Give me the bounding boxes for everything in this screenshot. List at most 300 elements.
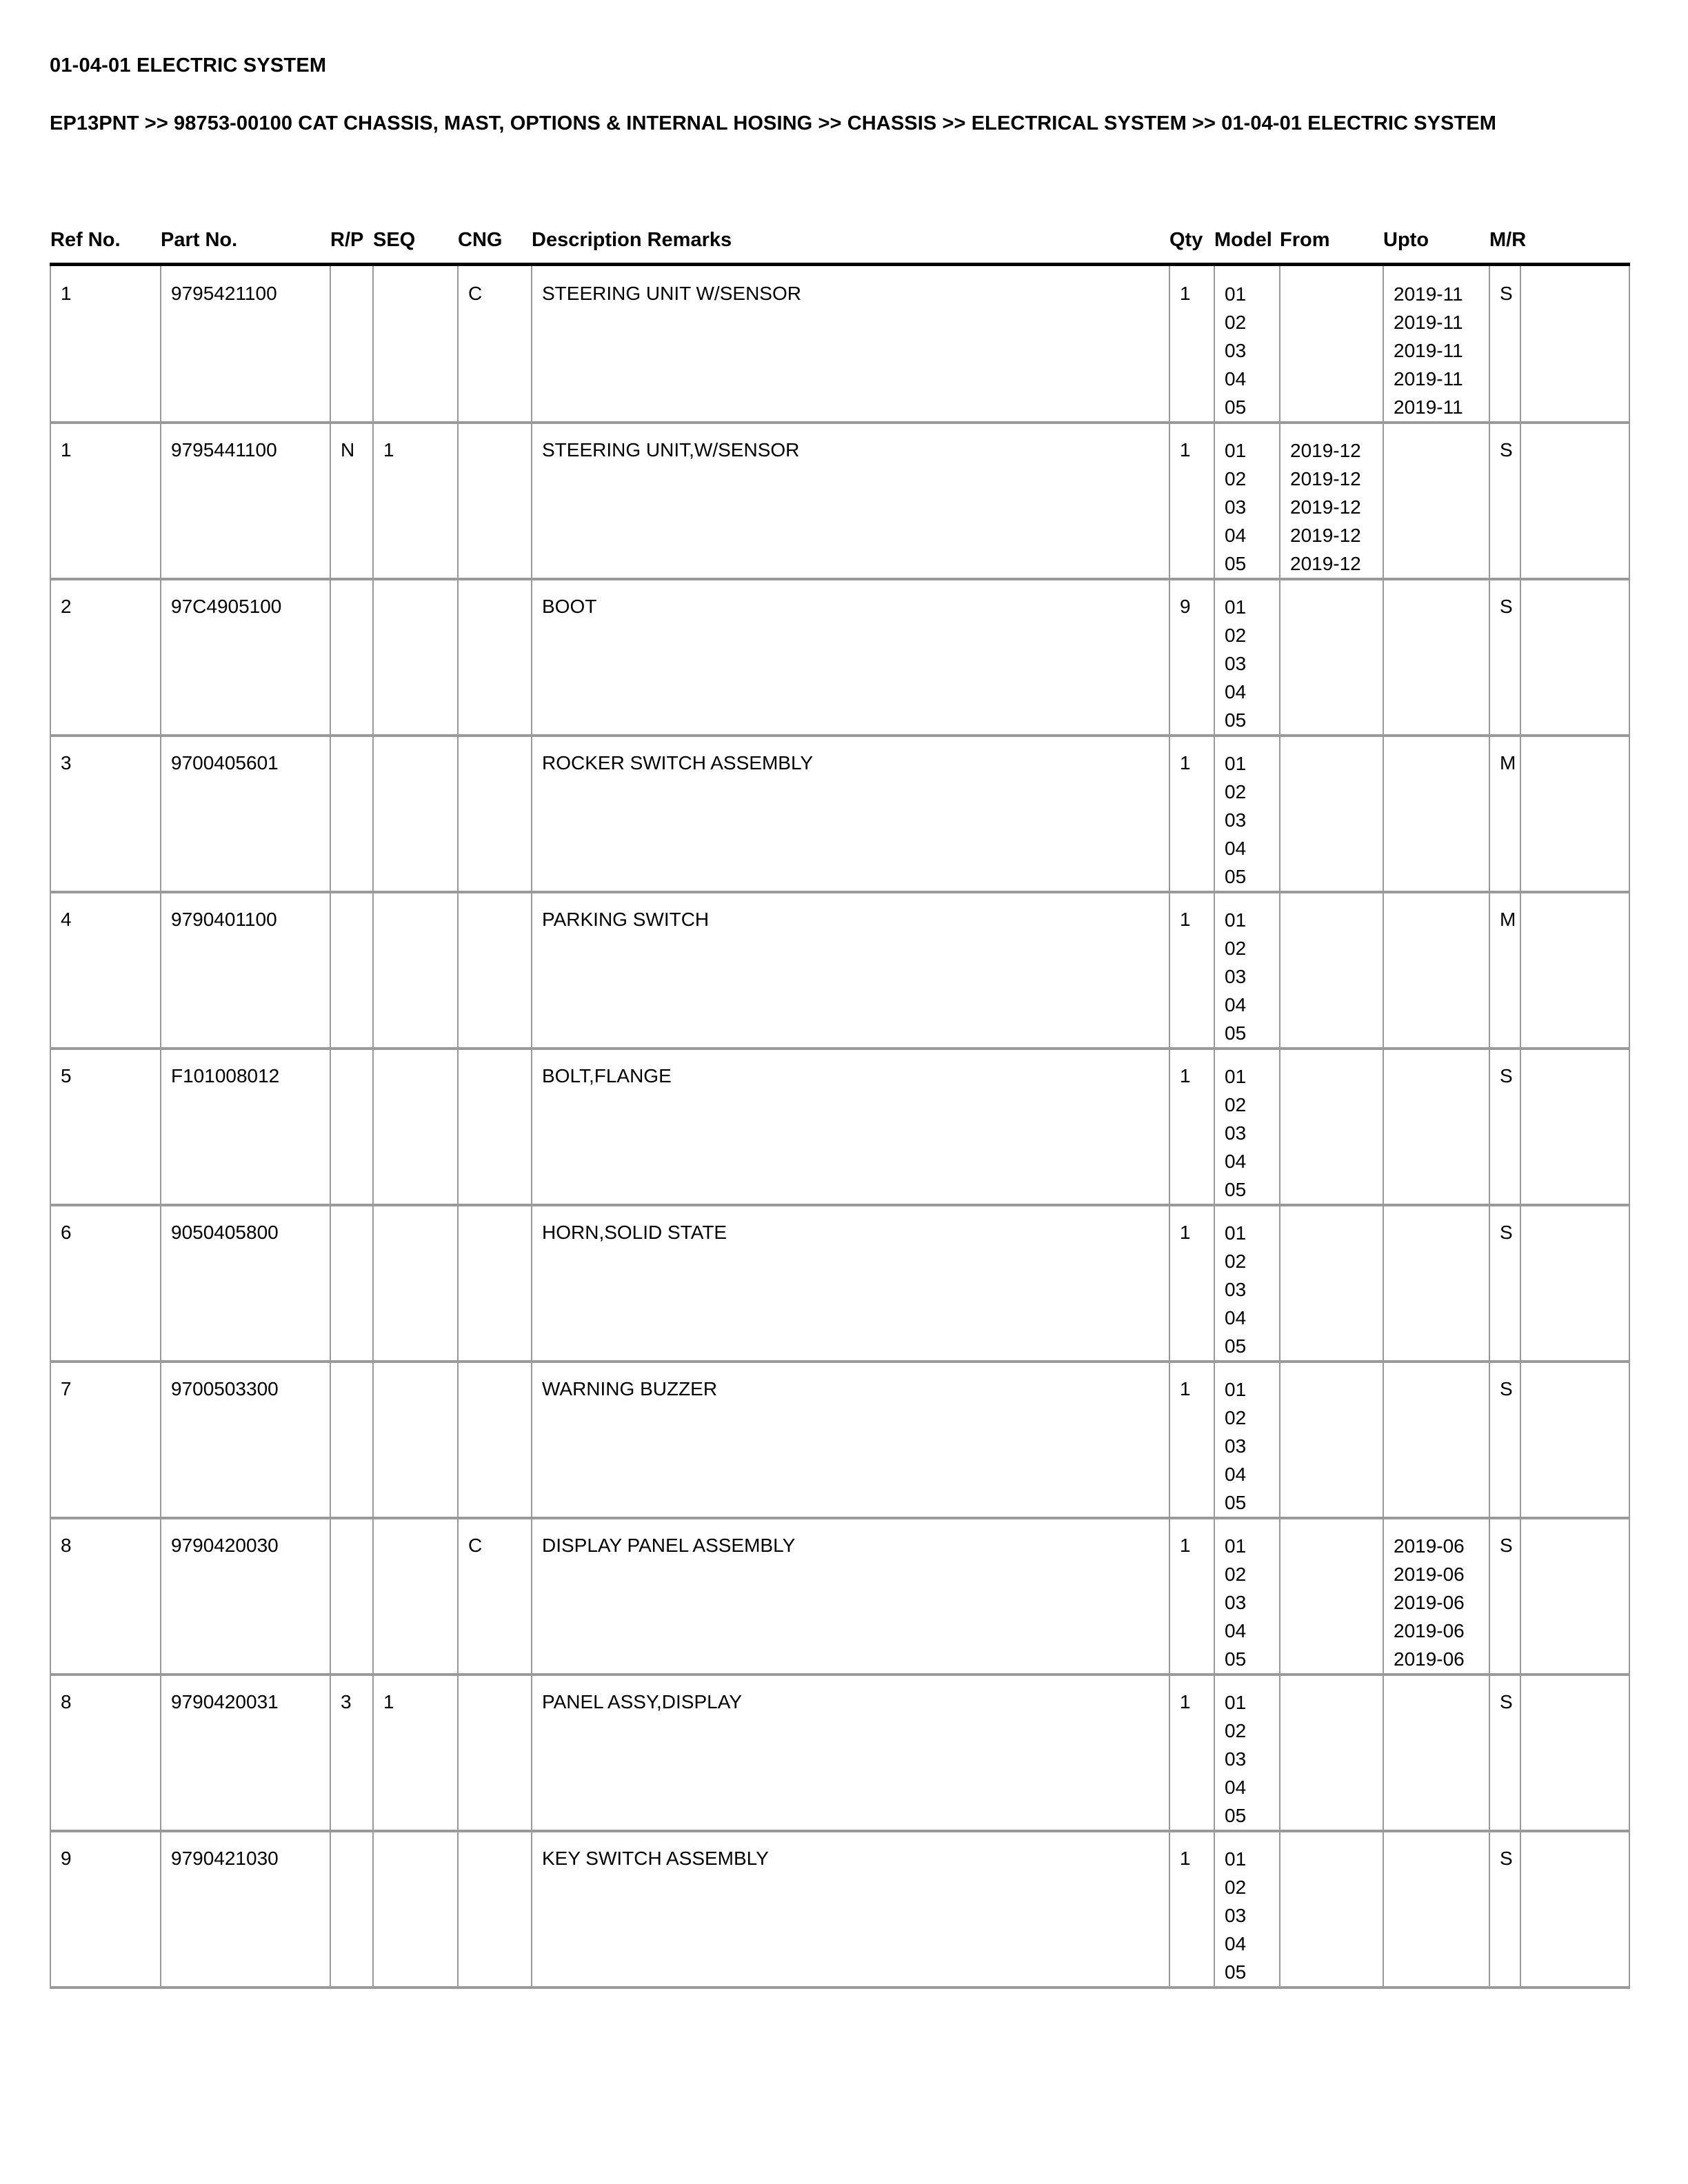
cell-rp — [330, 736, 373, 892]
cell-ref-no: 6 — [50, 1205, 161, 1362]
cell-upto-line — [1394, 649, 1489, 678]
cell-model-line: 03 — [1225, 1592, 1247, 1613]
cell-from-line — [1290, 1645, 1383, 1673]
cell-upto-line — [1394, 1488, 1489, 1517]
column-header-description: Description Remarks — [532, 229, 732, 251]
cell-model-line: 05 — [1225, 866, 1247, 887]
cell-from-line — [1290, 365, 1383, 393]
cell-from-line — [1290, 1375, 1383, 1404]
cell-rp — [330, 1049, 373, 1205]
cell-model-line: 03 — [1225, 1279, 1247, 1300]
cell-model — [1214, 736, 1280, 892]
cell-upto-line — [1394, 991, 1489, 1019]
cell-rp — [330, 579, 373, 736]
table-row[interactable] — [50, 1518, 1629, 1675]
cell-description: HORN,SOLID STATE — [532, 1205, 1169, 1362]
cell-qty: 1 — [1169, 1518, 1214, 1675]
cell-model-line: 03 — [1225, 1748, 1247, 1770]
cell-model-line: 02 — [1225, 1720, 1247, 1741]
cell-cng — [458, 736, 532, 892]
cell-qty: 1 — [1169, 1362, 1214, 1518]
cell-from — [1280, 892, 1383, 1049]
cell-model-line: 04 — [1225, 368, 1247, 390]
cell-seq — [373, 736, 458, 892]
cell-upto-line — [1394, 906, 1489, 934]
cell-part-no: 9700503300 — [161, 1362, 330, 1518]
cell-model — [1214, 892, 1280, 1049]
cell-model-line: 04 — [1225, 525, 1247, 546]
cell-ref-no: 7 — [50, 1362, 161, 1518]
cell-from-line — [1290, 593, 1383, 621]
cell-upto-line — [1394, 1175, 1489, 1204]
cell-model-line: 05 — [1225, 1022, 1247, 1044]
cell-model-line: 01 — [1225, 1848, 1247, 1870]
cell-upto-line: 2019-11 — [1394, 283, 1463, 305]
cell-upto — [1383, 579, 1489, 736]
cell-ref-no: 2 — [50, 579, 161, 736]
cell-model — [1214, 1518, 1280, 1675]
cell-description: BOLT,FLANGE — [532, 1049, 1169, 1205]
cell-cng: C — [458, 265, 532, 423]
cell-spacer — [1520, 579, 1629, 736]
cell-model-line: 04 — [1225, 1777, 1247, 1798]
cell-upto — [1383, 423, 1489, 579]
cell-spacer — [1520, 1675, 1629, 1831]
table-row[interactable] — [50, 579, 1629, 736]
cell-spacer — [1520, 1518, 1629, 1675]
cell-from — [1280, 579, 1383, 736]
cell-from — [1280, 1831, 1383, 1988]
cell-model-line: 03 — [1225, 496, 1247, 518]
cell-model-line: 03 — [1225, 340, 1247, 361]
cell-upto-line — [1394, 934, 1489, 962]
cell-upto-line — [1394, 1432, 1489, 1460]
cell-from-line — [1290, 1019, 1383, 1047]
cell-from-line — [1290, 1175, 1383, 1204]
cell-model-line: 01 — [1225, 909, 1247, 931]
cell-model — [1214, 423, 1280, 579]
cell-model-line: 03 — [1225, 809, 1247, 831]
cell-upto — [1383, 1205, 1489, 1362]
cell-ref-no: 3 — [50, 736, 161, 892]
cell-from — [1280, 1518, 1383, 1675]
cell-mr: S — [1489, 579, 1520, 736]
cell-upto-line — [1394, 1019, 1489, 1047]
cell-upto-line — [1394, 621, 1489, 649]
cell-part-no: 9700405601 — [161, 736, 330, 892]
cell-from-line — [1290, 678, 1383, 706]
cell-upto-line — [1394, 706, 1489, 734]
column-header-seq: SEQ — [373, 229, 416, 251]
cell-part-no: 9790421030 — [161, 1831, 330, 1988]
cell-model-line: 03 — [1225, 1122, 1247, 1144]
cell-cng — [458, 1205, 532, 1362]
cell-upto-line — [1394, 834, 1489, 862]
cell-from — [1280, 1205, 1383, 1362]
cell-spacer — [1520, 736, 1629, 892]
cell-mr: S — [1489, 1831, 1520, 1988]
cell-from-line — [1290, 1588, 1383, 1617]
cell-qty: 1 — [1169, 265, 1214, 423]
cell-model-line: 04 — [1225, 1933, 1247, 1954]
cell-upto-line — [1394, 1375, 1489, 1404]
cell-upto-line — [1394, 1801, 1489, 1830]
cell-from — [1280, 1675, 1383, 1831]
table-row[interactable] — [50, 892, 1629, 1049]
page-title: 01-04-01 ELECTRIC SYSTEM — [50, 54, 327, 77]
cell-spacer — [1520, 1049, 1629, 1205]
cell-from-line: 2019-12 — [1290, 525, 1361, 546]
cell-seq — [373, 1518, 458, 1675]
cell-model-line: 02 — [1225, 1877, 1247, 1898]
cell-model — [1214, 1831, 1280, 1988]
table-row[interactable] — [50, 1675, 1629, 1831]
cell-from-line — [1290, 1404, 1383, 1432]
cell-upto-line: 2019-06 — [1394, 1620, 1465, 1641]
cell-from-line — [1290, 649, 1383, 678]
table-header — [50, 229, 1629, 265]
cell-upto-line: 2019-06 — [1394, 1564, 1465, 1585]
cell-part-no: 9790420031 — [161, 1675, 330, 1831]
cell-from-line — [1290, 1745, 1383, 1773]
cell-upto — [1383, 736, 1489, 892]
cell-model-line: 05 — [1225, 553, 1247, 574]
cell-part-no: 9795421100 — [161, 265, 330, 423]
cell-model — [1214, 1205, 1280, 1362]
cell-upto-line — [1394, 1304, 1489, 1332]
column-header-from: From — [1280, 229, 1330, 251]
table-body — [50, 265, 1629, 1988]
cell-model — [1214, 1675, 1280, 1831]
cell-mr: S — [1489, 265, 1520, 423]
cell-from-line — [1290, 621, 1383, 649]
cell-mr: M — [1489, 736, 1520, 892]
cell-from-line — [1290, 1275, 1383, 1304]
cell-from-line — [1290, 308, 1383, 336]
cell-rp: 3 — [330, 1675, 373, 1831]
cell-upto-line — [1394, 778, 1489, 806]
cell-model-line: 04 — [1225, 994, 1247, 1015]
cell-part-no: 9790401100 — [161, 892, 330, 1049]
cell-model-line: 05 — [1225, 1179, 1247, 1200]
cell-qty: 1 — [1169, 892, 1214, 1049]
cell-upto-line: 2019-11 — [1394, 368, 1463, 390]
cell-model-line: 03 — [1225, 653, 1247, 674]
cell-qty: 1 — [1169, 1831, 1214, 1988]
cell-mr: S — [1489, 1675, 1520, 1831]
cell-upto-line — [1394, 962, 1489, 991]
cell-ref-no: 1 — [50, 265, 161, 423]
cell-upto-line — [1394, 1147, 1489, 1175]
cell-from-line — [1290, 1119, 1383, 1147]
parts-table-container — [50, 229, 1629, 1989]
cell-from — [1280, 736, 1383, 892]
cell-model-line: 01 — [1225, 1692, 1247, 1713]
cell-model-line: 05 — [1225, 709, 1247, 731]
cell-cng — [458, 1362, 532, 1518]
cell-description: PARKING SWITCH — [532, 892, 1169, 1049]
cell-qty: 9 — [1169, 579, 1214, 736]
cell-seq: 1 — [373, 423, 458, 579]
cell-from-line — [1290, 749, 1383, 778]
cell-from-line — [1290, 991, 1383, 1019]
cell-upto-line — [1394, 1745, 1489, 1773]
cell-from-line — [1290, 1219, 1383, 1247]
cell-part-no: 9790420030 — [161, 1518, 330, 1675]
cell-upto-line: 2019-06 — [1394, 1592, 1465, 1613]
cell-ref-no: 1 — [50, 423, 161, 579]
cell-upto-line — [1394, 465, 1489, 493]
breadcrumb: EP13PNT >> 98753-00100 CAT CHASSIS, MAST, OPTIONS & INTERNAL HOSING >> CHASSIS >> ELECTRICAL SYSTEM >> 01-04-01 ELECTRIC SYSTEM — [50, 112, 1497, 134]
cell-from-line: 2019-12 — [1290, 440, 1361, 461]
column-header-part-no: Part No. — [161, 229, 238, 251]
cell-model-line: 01 — [1225, 596, 1247, 618]
cell-from-line — [1290, 1873, 1383, 1901]
cell-model-line: 05 — [1225, 1492, 1247, 1513]
cell-from-line — [1290, 1460, 1383, 1488]
cell-from-line — [1290, 834, 1383, 862]
cell-from-line — [1290, 1773, 1383, 1801]
cell-rp — [330, 1205, 373, 1362]
cell-mr: M — [1489, 892, 1520, 1049]
cell-upto-line — [1394, 1901, 1489, 1930]
cell-from-line — [1290, 1304, 1383, 1332]
cell-description: DISPLAY PANEL ASSEMBLY — [532, 1518, 1169, 1675]
cell-model-line: 02 — [1225, 468, 1247, 489]
cell-upto-line — [1394, 1958, 1489, 1986]
column-header-model: Model — [1214, 229, 1272, 251]
cell-mr: S — [1489, 1205, 1520, 1362]
cell-upto-line — [1394, 549, 1489, 578]
cell-upto — [1383, 892, 1489, 1049]
cell-upto — [1383, 1831, 1489, 1988]
cell-model-line: 04 — [1225, 681, 1247, 702]
table-row[interactable] — [50, 265, 1629, 423]
table-row[interactable] — [50, 1831, 1629, 1988]
cell-upto-line — [1394, 806, 1489, 834]
table-row[interactable] — [50, 1049, 1629, 1205]
cell-seq — [373, 1831, 458, 1988]
table-row[interactable] — [50, 1362, 1629, 1518]
cell-model-line: 02 — [1225, 1094, 1247, 1115]
cell-upto-line: 2019-11 — [1394, 312, 1463, 333]
cell-description: KEY SWITCH ASSEMBLY — [532, 1831, 1169, 1988]
cell-from-line — [1290, 393, 1383, 421]
cell-from-line — [1290, 778, 1383, 806]
cell-qty: 1 — [1169, 1049, 1214, 1205]
cell-from-line — [1290, 1432, 1383, 1460]
cell-rp — [330, 892, 373, 1049]
cell-rp — [330, 1362, 373, 1518]
cell-upto-line — [1394, 862, 1489, 891]
cell-cng — [458, 423, 532, 579]
cell-from-line — [1290, 862, 1383, 891]
cell-upto — [1383, 1362, 1489, 1518]
cell-qty: 1 — [1169, 1205, 1214, 1362]
cell-model-line: 05 — [1225, 396, 1247, 418]
cell-upto — [1383, 1675, 1489, 1831]
cell-upto-line — [1394, 1873, 1489, 1901]
cell-description: WARNING BUZZER — [532, 1362, 1169, 1518]
cell-from-line — [1290, 706, 1383, 734]
cell-upto-line — [1394, 1717, 1489, 1745]
cell-upto-line — [1394, 678, 1489, 706]
cell-upto-line — [1394, 1930, 1489, 1958]
cell-from-line — [1290, 1930, 1383, 1958]
cell-upto-line — [1394, 436, 1489, 465]
cell-from-line — [1290, 934, 1383, 962]
cell-mr: S — [1489, 1049, 1520, 1205]
cell-model-line: 01 — [1225, 1222, 1247, 1244]
cell-from-line: 2019-12 — [1290, 468, 1361, 489]
cell-mr: S — [1489, 423, 1520, 579]
cell-from-line — [1290, 280, 1383, 308]
column-header-upto: Upto — [1383, 229, 1429, 251]
cell-upto — [1383, 265, 1489, 423]
cell-model-line: 02 — [1225, 938, 1247, 959]
cell-upto-line — [1394, 1119, 1489, 1147]
cell-qty: 1 — [1169, 423, 1214, 579]
cell-ref-no: 5 — [50, 1049, 161, 1205]
cell-from-line — [1290, 1062, 1383, 1091]
cell-from-line — [1290, 1617, 1383, 1645]
column-header-cng: CNG — [458, 229, 503, 251]
cell-model — [1214, 1362, 1280, 1518]
cell-model-line: 02 — [1225, 625, 1247, 646]
cell-from-line — [1290, 1801, 1383, 1830]
cell-upto-line: 2019-11 — [1394, 340, 1463, 361]
cell-spacer — [1520, 892, 1629, 1049]
cell-model-line: 04 — [1225, 1464, 1247, 1485]
cell-upto — [1383, 1518, 1489, 1675]
column-header-mr: M/R — [1489, 229, 1527, 251]
cell-from-line — [1290, 1688, 1383, 1717]
cell-seq: 1 — [373, 1675, 458, 1831]
cell-upto-line — [1394, 1091, 1489, 1119]
cell-description: BOOT — [532, 579, 1169, 736]
cell-ref-no: 9 — [50, 1831, 161, 1988]
cell-description: STEERING UNIT,W/SENSOR — [532, 423, 1169, 579]
cell-from-line — [1290, 1901, 1383, 1930]
cell-qty: 1 — [1169, 736, 1214, 892]
cell-upto-line — [1394, 593, 1489, 621]
cell-model-line: 01 — [1225, 283, 1247, 305]
cell-model-line: 03 — [1225, 1905, 1247, 1926]
cell-upto-line — [1394, 1062, 1489, 1091]
cell-from — [1280, 423, 1383, 579]
cell-from — [1280, 265, 1383, 423]
cell-seq — [373, 579, 458, 736]
cell-model — [1214, 579, 1280, 736]
cell-cng — [458, 1675, 532, 1831]
cell-model-line: 01 — [1225, 1535, 1247, 1557]
cell-from-line: 2019-12 — [1290, 496, 1361, 518]
parts-table — [50, 229, 1630, 1989]
cell-upto-line: 2019-06 — [1394, 1648, 1465, 1670]
cell-from-line — [1290, 1332, 1383, 1360]
cell-upto-line — [1394, 1845, 1489, 1873]
cell-model-line: 02 — [1225, 1407, 1247, 1428]
cell-model-line: 02 — [1225, 1251, 1247, 1272]
cell-rp — [330, 265, 373, 423]
cell-mr: S — [1489, 1362, 1520, 1518]
cell-from-line — [1290, 1532, 1383, 1560]
cell-spacer — [1520, 265, 1629, 423]
document-header — [50, 54, 1629, 138]
cell-upto-line: 2019-06 — [1394, 1535, 1465, 1557]
cell-spacer — [1520, 1205, 1629, 1362]
table-row[interactable] — [50, 1205, 1629, 1362]
cell-description: STEERING UNIT W/SENSOR — [532, 265, 1169, 423]
cell-upto-line — [1394, 1332, 1489, 1360]
cell-upto-line — [1394, 521, 1489, 549]
cell-cng — [458, 1831, 532, 1988]
table-row[interactable] — [50, 736, 1629, 892]
cell-from-line — [1290, 1147, 1383, 1175]
cell-rp — [330, 1518, 373, 1675]
cell-part-no: 9050405800 — [161, 1205, 330, 1362]
table-row[interactable] — [50, 423, 1629, 579]
cell-from-line — [1290, 1091, 1383, 1119]
column-header-qty: Qty — [1169, 229, 1203, 251]
cell-upto-line — [1394, 1219, 1489, 1247]
cell-model-line: 05 — [1225, 1335, 1247, 1357]
cell-seq — [373, 1362, 458, 1518]
cell-cng — [458, 1049, 532, 1205]
cell-seq — [373, 892, 458, 1049]
cell-upto — [1383, 1049, 1489, 1205]
cell-from — [1280, 1049, 1383, 1205]
cell-model-line: 03 — [1225, 966, 1247, 987]
cell-cng — [458, 892, 532, 1049]
cell-upto-line — [1394, 1275, 1489, 1304]
cell-model-line: 01 — [1225, 1379, 1247, 1400]
cell-model-line: 04 — [1225, 1620, 1247, 1641]
cell-model-line: 01 — [1225, 753, 1247, 774]
cell-ref-no: 4 — [50, 892, 161, 1049]
cell-ref-no: 8 — [50, 1518, 161, 1675]
cell-rp: N — [330, 423, 373, 579]
cell-model-line: 01 — [1225, 1066, 1247, 1087]
cell-upto-line: 2019-11 — [1394, 396, 1463, 418]
cell-upto-line — [1394, 749, 1489, 778]
cell-from-line — [1290, 336, 1383, 365]
cell-from-line — [1290, 1845, 1383, 1873]
cell-from-line — [1290, 1717, 1383, 1745]
cell-upto-line — [1394, 1460, 1489, 1488]
table-header-row — [50, 229, 1629, 265]
cell-model-line: 01 — [1225, 440, 1247, 461]
column-header-rp: R/P — [330, 229, 364, 251]
cell-model-line: 02 — [1225, 781, 1247, 802]
cell-part-no: F101008012 — [161, 1049, 330, 1205]
cell-part-no: 9795441100 — [161, 423, 330, 579]
cell-upto-line — [1394, 1247, 1489, 1275]
cell-upto-line — [1394, 1404, 1489, 1432]
cell-mr: S — [1489, 1518, 1520, 1675]
cell-model-line: 05 — [1225, 1961, 1247, 1983]
cell-spacer — [1520, 1362, 1629, 1518]
cell-model — [1214, 1049, 1280, 1205]
cell-from-line — [1290, 806, 1383, 834]
cell-upto-line — [1394, 493, 1489, 521]
cell-upto-line — [1394, 1688, 1489, 1717]
cell-from-line — [1290, 1560, 1383, 1588]
column-header-ref-no: Ref No. — [50, 229, 121, 251]
cell-seq — [373, 1205, 458, 1362]
cell-model-line: 05 — [1225, 1648, 1247, 1670]
cell-from-line — [1290, 1488, 1383, 1517]
